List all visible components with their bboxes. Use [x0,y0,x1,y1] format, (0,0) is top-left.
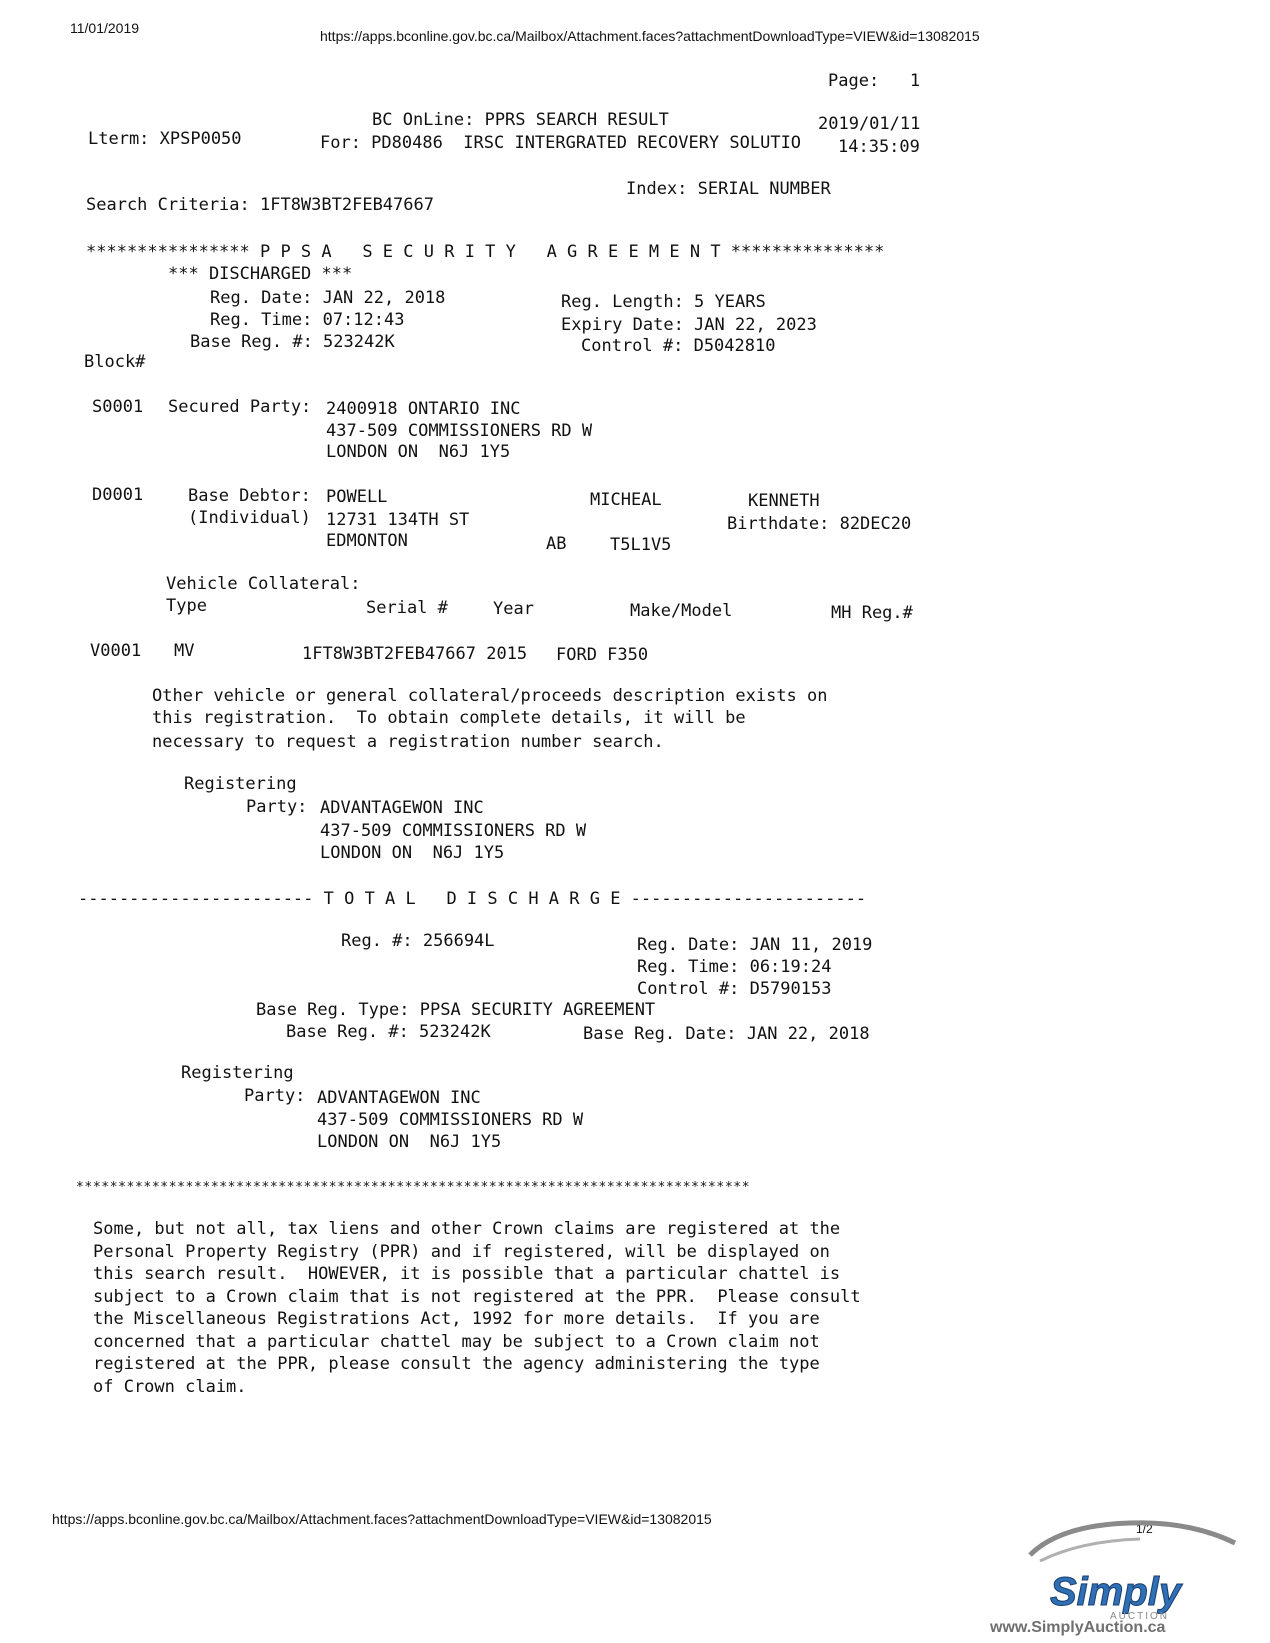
vehicle-make-model: FORD F350 [556,645,649,665]
vehicle-block: V0001 [90,641,142,661]
page-url-header: https://apps.bconline.gov.bc.ca/Mailbox/Attachment.faces?attachmentDownloadType=VIEW&id=13082015 [320,28,980,44]
secured-party-label: Secured Party: [168,397,312,417]
agreement-control-number: Control #: D5042810 [581,336,776,356]
agreement-reg-time: Reg. Time: 07:12:43 [210,310,405,330]
vehicle-col-type: Type [166,596,207,616]
crown-claim-notice [93,1218,861,1398]
page-count: 1/2 [1136,1522,1153,1536]
debtor-last-name: POWELL [326,487,388,507]
debtor-province: AB [546,534,567,554]
logo-subword: AUCTION [1110,1611,1169,1622]
party-label: Party: [246,797,308,817]
report-date: 2019/01/11 [818,114,921,134]
registering-label: Registering [181,1063,294,1083]
debtor-block: D0001 [92,485,144,505]
agreement-reg-length: Reg. Length: 5 YEARS [561,292,766,312]
car-swoosh-icon [1020,1505,1250,1635]
notice-line: concerned that a particular chattel may be subject to a Crown claim not [93,1331,820,1352]
block-label: Block# [84,352,146,372]
registering-party-name: ADVANTAGEWON INC [320,798,484,818]
registering-party-name: ADVANTAGEWON INC [317,1088,481,1108]
registering-party-address: 437-509 COMMISSIONERS RD W [317,1110,584,1130]
notice-line: of Crown claim. [93,1376,247,1397]
footer-separator: ******************************************************************************** [76,1180,751,1195]
discharge-reg-date: Reg. Date: JAN 11, 2019 [637,935,873,955]
agreement-reg-date: Reg. Date: JAN 22, 2018 [210,288,446,308]
discharge-reg-time: Reg. Time: 06:19:24 [637,957,832,977]
discharged-status: *** DISCHARGED *** [168,264,353,284]
registering-party-city: LONDON ON N6J 1Y5 [317,1132,502,1152]
logo-word: Simply [1050,1570,1182,1614]
search-criteria: Search Criteria: 1FT8W3BT2FEB47667 [86,195,434,215]
debtor-first-name: MICHEAL [590,490,662,510]
discharge-base-reg: Base Reg. #: 523242K [286,1022,491,1042]
registering-party-address: 437-509 COMMISSIONERS RD W [320,821,587,841]
agreement-expiry-date: Expiry Date: JAN 22, 2023 [561,315,817,335]
discharge-control-number: Control #: D5790153 [637,979,832,999]
page-url-footer: https://apps.bconline.gov.bc.ca/Mailbox/Attachment.faces?attachmentDownloadType=VIEW&id=13082015 [52,1511,712,1527]
notice-line: Some, but not all, tax liens and other Crown claims are registered at the [93,1219,841,1239]
requestor: For: PD80486 IRSC INTERGRATED RECOVERY SOLUTIO [320,133,802,153]
search-index: Index: SERIAL NUMBER [626,179,831,199]
vehicle-type: MV [174,641,195,661]
notice-line: the Miscellaneous Registrations Act, 1992 for more details. If you are [93,1309,820,1329]
logo-url: www.SimplyAuction.ca [990,1619,1166,1636]
debtor-address: 12731 134TH ST [326,510,470,530]
debtor-middle-name: KENNETH [748,491,820,511]
notice-line: registered at the PPR, please consult the agency administering the type [93,1354,820,1374]
vehicle-col-serial: Serial # [366,598,448,618]
secured-party-block: S0001 [92,397,144,417]
simply-auction-logo [1020,1505,1250,1635]
vehicle-collateral-heading: Vehicle Collateral: [166,574,361,594]
vehicle-col-make: Make/Model [630,601,733,621]
registering-party-city: LONDON ON N6J 1Y5 [320,843,505,863]
report-time: 14:35:09 [838,137,920,157]
lterm: Lterm: XPSP0050 [88,129,242,149]
notice-line: Personal Property Registry (PPR) and if registered, will be displayed on [93,1241,830,1262]
secured-party-name: 2400918 ONTARIO INC [326,399,521,419]
collateral-note-line: necessary to request a registration number search. [152,732,664,752]
debtor-postal-code: T5L1V5 [610,535,672,555]
vehicle-col-year: Year [493,599,534,619]
page-number: Page: 1 [828,71,921,91]
print-date: 11/01/2019 [70,20,140,36]
debtor-city: EDMONTON [326,531,408,551]
notice-line: this search result. HOWEVER, it is possible that a particular chattel is [93,1264,841,1284]
collateral-note-line: this registration. To obtain complete details, it will be [152,708,746,728]
debtor-type-label: (Individual) [188,508,311,528]
discharge-banner: ----------------------- T O T A L D I S C H A R G E ----------------------- [78,889,867,909]
registering-label: Registering [184,774,297,794]
vehicle-serial-year: 1FT8W3BT2FEB47667 2015 [302,644,528,664]
report-title: BC OnLine: PPRS SEARCH RESULT [372,110,669,130]
party-label: Party: [244,1086,306,1106]
collateral-note-line: Other vehicle or general collateral/proceeds description exists on [152,686,828,706]
agreement-base-reg: Base Reg. #: 523242K [190,332,395,352]
debtor-birthdate: Birthdate: 82DEC20 [727,514,912,534]
agreement-banner: **************** P P S A S E C U R I T Y A G R E E M E N T *************** [86,242,885,262]
secured-party-city: LONDON ON N6J 1Y5 [326,442,511,462]
discharge-base-type: Base Reg. Type: PPSA SECURITY AGREEMENT [256,1000,656,1020]
secured-party-address: 437-509 COMMISSIONERS RD W [326,421,593,441]
notice-line: subject to a Crown claim that is not registered at the PPR. Please consult [93,1286,861,1307]
discharge-reg-number: Reg. #: 256694L [341,931,495,951]
debtor-label: Base Debtor: [188,486,311,506]
vehicle-col-mh: MH Reg.# [831,603,913,623]
discharge-base-date: Base Reg. Date: JAN 22, 2018 [583,1024,870,1044]
